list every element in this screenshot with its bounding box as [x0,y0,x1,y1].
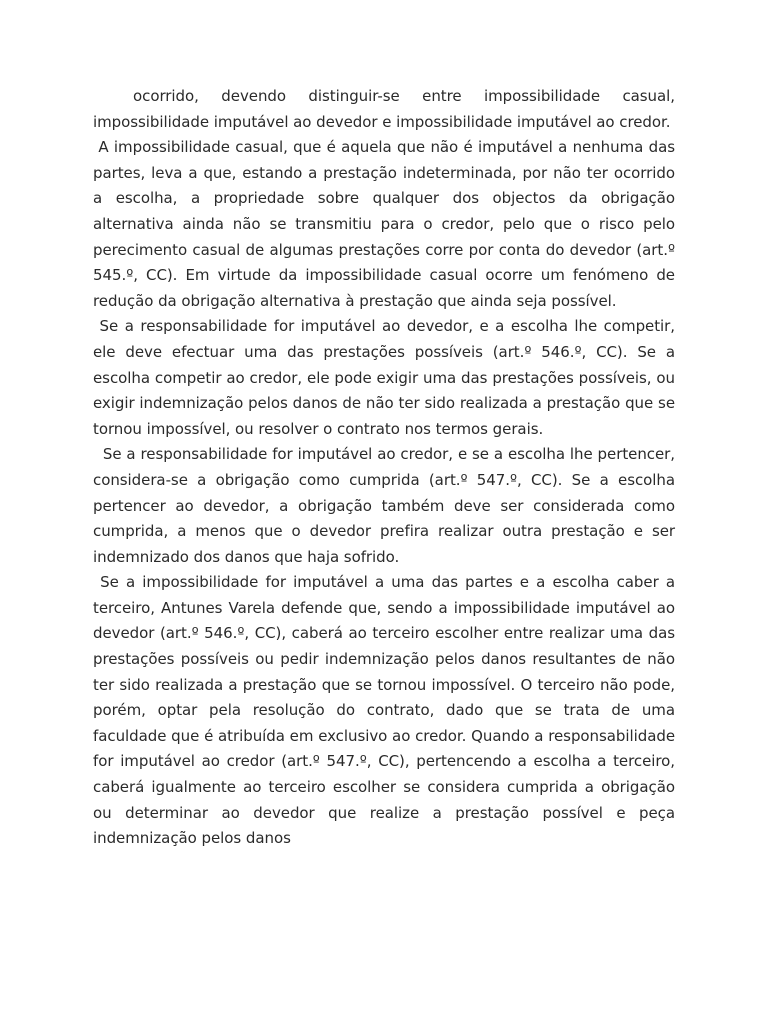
paragraph-2: A impossibilidade casual, que é aquela que não é imputável a nenhuma das partes, leva a que, estando a prestação indeterminada, por não ter ocorrido a escolha, a propriedade sobre qualquer dos objectos da obrigação alternativa ainda não se transmitiu para o credor, pelo que o risco pelo perecimento casual de algumas prestações corre por conta do devedor (art.º 545.º, CC). Em virtude da impossibilidade casual ocorre um fenómeno de redução da obrigação alternativa à prestação que ainda seja possível. [93,138,680,310]
paragraph-3: Se a responsabilidade for imputável ao devedor, e a escolha lhe competir, ele deve efectuar uma das prestações possíveis (art.º 546.º, CC). Se a escolha competir ao credor, ele pode exigir uma das prestações possíveis, ou exigir indemnização pelos danos de não ter sido realizada a prestação que se tornou impossível, ou resolver o contrato nos termos gerais. [93,317,680,438]
paragraph-4: Se a responsabilidade for imputável ao credor, e se a escolha lhe pertencer, considera-se a obrigação como cumprida (art.º 547.º, CC). Se a escolha pertencer ao devedor, a obrigação também deve ser considerada como cumprida, a menos que o devedor prefira realizar outra prestação e ser indemnizado dos danos que haja sofrido. [93,445,680,566]
paragraph-1: ocorrido, devendo distinguir-se entre impossibilidade casual, impossibilidade imputável ao devedor e impossibilidade imputável ao credor. [93,87,680,131]
paragraph-5: Se a impossibilidade for imputável a uma das partes e a escolha caber a terceiro, Antunes Varela defende que, sendo a impossibilidade imputável ao devedor (art.º 546.º, CC), caberá ao terceiro escolher entre realizar uma das prestações possíveis ou pedir indemnização pelos danos resultantes de não ter sido realizada a prestação que se tornou impossível. O terceiro não pode, porém, optar pela resolução do contrato, dado que se trata de uma faculdade que é atribuída em exclusivo ao credor. Quando a responsabilidade for imputável ao credor (art.º 547.º, CC), pertencendo a escolha a terceiro, caberá igualmente ao terceiro escolher se considera cumprida a obrigação ou determinar ao devedor que realize a prestação possível e peça indemnização pelos danos [93,573,680,848]
document-page [93,84,680,852]
